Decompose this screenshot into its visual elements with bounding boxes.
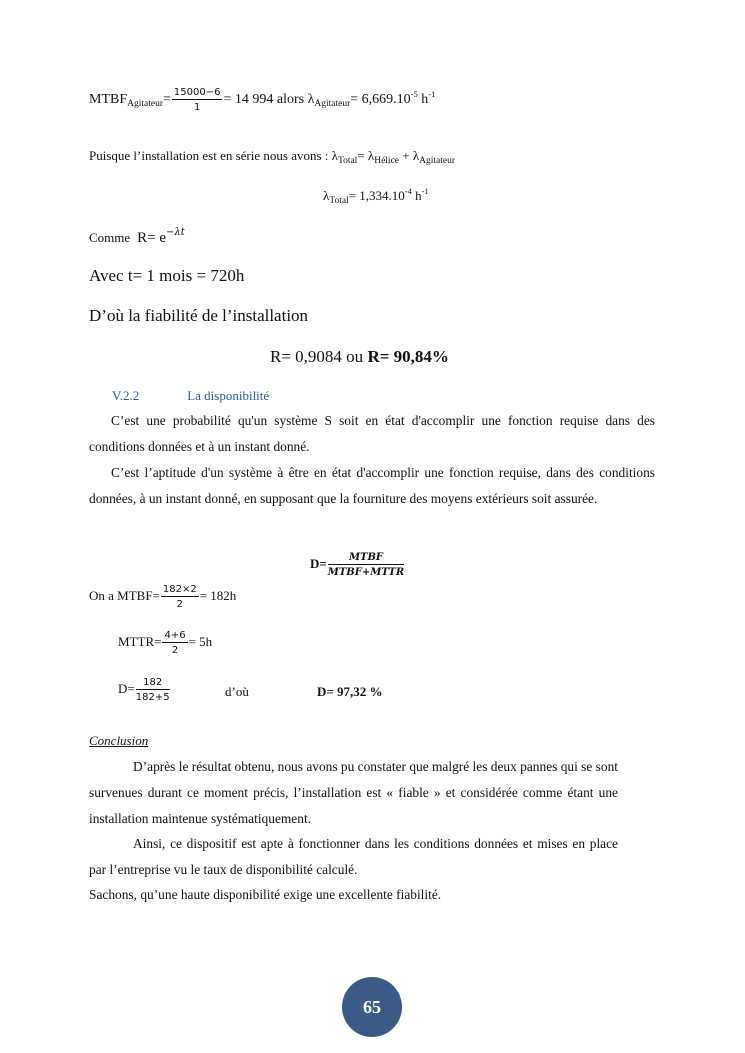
conclusion-paragraph-2: Ainsi, ce dispositif est apte à fonctionner dans les conditions données et mises en place par l’entreprise vu le taux de disponibilité calculé.	[89, 836, 618, 877]
mtbf-calculation: On a MTBF= $\frac{182\times 2}{2}$ = 182h	[89, 584, 237, 610]
conclusion-paragraph-1: D’après le résultat obtenu, nous avons pu constater que malgré les deux pannes qui se sont survenues durant ce moment précis, l’installation est « fiable » et considérée comme étant une installation maintenue systématiquement.	[89, 759, 618, 826]
reliability-result: R= 0,9084 ou R= 90,84%	[270, 347, 449, 366]
availability-calculation: D= $\frac{182}{182+5}$	[118, 677, 170, 703]
serie-line: Puisque l’installation est en série nous avons : $\lambda_{Total}= \lambda_{Hélice} + \lambda_{Agitateur}$	[89, 148, 456, 166]
definition-paragraph-2: C’est l’aptitude d'un système à être en état d'accomplir une fonction requise, dans des conditions données, à un instant donné, en supposant que la fourniture des moyens extérieurs soit assurée.	[89, 465, 655, 506]
mtbf-agitateur-fraction: $\frac{15000-6}{1}$	[173, 87, 221, 113]
availability-result: D= 97,32 %	[317, 684, 383, 699]
dou-label: d’où	[225, 684, 249, 699]
section-heading: V.2.2 La disponibilité	[112, 388, 270, 403]
availability-formula: D= $\frac{\text{MTBF}}{\text{MTBF+MTTR}}$	[310, 552, 405, 578]
avec-line: Avec t= 1 mois = 720h	[89, 266, 245, 285]
conclusion-title: Conclusion	[89, 733, 149, 748]
conclusion-paragraph-3: Sachons, qu’une haute disponibilité exige une excellente fiabilité.	[89, 887, 442, 902]
fiabilite-line: D’où la fiabilité de l’installation	[89, 306, 309, 325]
page-number-badge	[342, 977, 402, 1037]
comme-line: Comme $R= e^{-\lambda t}$	[89, 227, 185, 246]
reliability-formula: R= e	[137, 230, 167, 246]
definition-paragraph-1: C’est une probabilité qu'un système S soit en état d'accomplir une fonction requise dans des conditions données et à un instant donné.	[89, 413, 655, 454]
mttr-calculation: MTTR= $\frac{4+6}{2}$ = 5h	[118, 630, 213, 656]
page-number: 65	[363, 996, 381, 1017]
mtbf-agitateur-line: $MTBF_{Agitateur}=$ $\frac{15000-6}{1}$ = 14 994 alors $\lambda_{Agitateur}= 6,669.10^{-5}$ $h^{-1}$	[89, 87, 436, 113]
lambda-total: $\lambda_{Total}= 1,334.10^{-4}$ $h^{-1}$	[323, 186, 429, 206]
